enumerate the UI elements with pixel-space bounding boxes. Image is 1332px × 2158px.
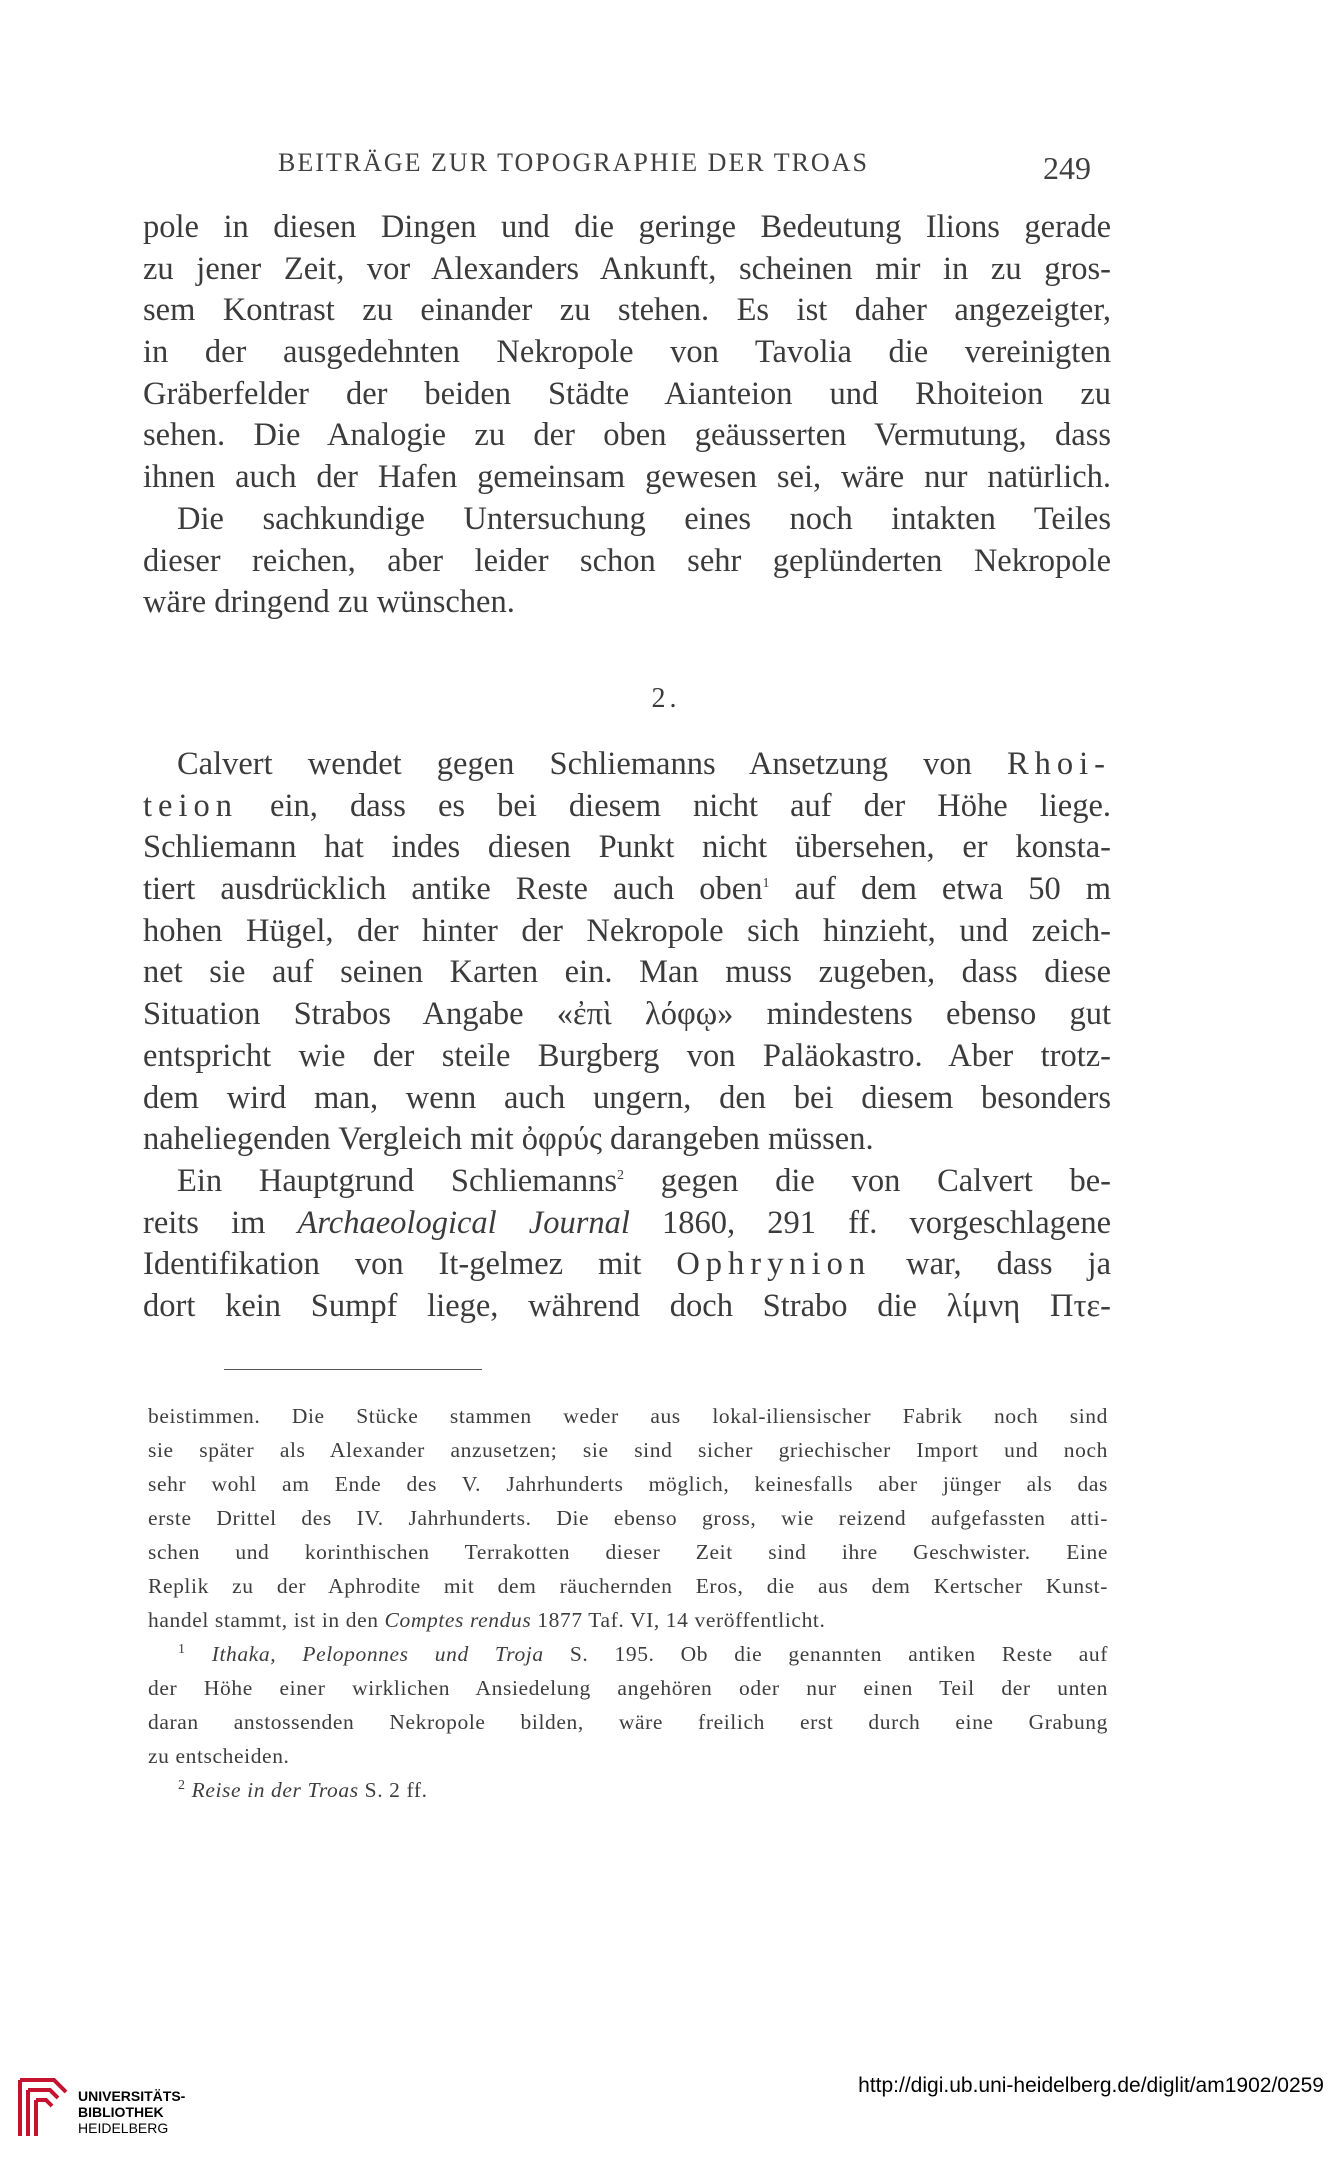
section-number: 2. [651, 683, 681, 714]
text-segment: 1877 Taf. VI, 14 veröffentlicht. [531, 1608, 826, 1632]
text-segment: Ein Hauptgrund Schliemanns [177, 1162, 617, 1199]
footnote-line: zu entscheiden. [148, 1744, 290, 1768]
text-line [143, 1161, 1111, 1203]
text-segment: tiert ausdrücklich antike Reste auch oben [143, 871, 763, 908]
body-text-top [143, 207, 1111, 624]
spaced-name-rhoiteion-cont: teion [143, 787, 238, 824]
footnote-line: sehr wohl am Ende des V. Jahrhunderts möglich, keinesfalls aber jünger als das [148, 1472, 1108, 1496]
italic-title: Ithaka, Peloponnes und Troja [185, 1642, 544, 1666]
footnote-1 [148, 1637, 1108, 1671]
footnotes [148, 1399, 1108, 1807]
text-line [143, 786, 1111, 828]
text-line: pole in diesen Dingen und die geringe Bedeutung Ilions gerade [143, 209, 1111, 245]
text-line: ihnen auch der Hafen gemeinsam gewesen sei, wäre nur natürlich. [143, 459, 1111, 496]
footnote-line [148, 1603, 1108, 1637]
page-number: 249 [1043, 150, 1091, 186]
text-line [143, 869, 1111, 911]
text-line: hohen Hügel, der hinter der Nekropole sich hinzieht, und zeich- [143, 912, 1111, 949]
text-segment: ein, dass es bei diesem nicht auf der Höhe liege. [237, 787, 1111, 824]
text-segment: S. 2 ff. [358, 1778, 428, 1802]
italic-title: Archaeological Journal [297, 1204, 630, 1241]
footnote-line: sie später als Alexander anzusetzen; sie sind sicher griechischer Import und noch [148, 1438, 1108, 1462]
text-line: dem wird man, wenn auch ungern, den bei diesem besonders [143, 1079, 1111, 1116]
text-segment: 1860, 291 ff. vorgeschlagene [629, 1204, 1111, 1241]
text-line: wäre dringend zu wünschen. [143, 584, 515, 621]
body-text-section-2 [143, 744, 1111, 1328]
text-segment: gegen die von Calvert be- [623, 1162, 1111, 1199]
text-line [143, 744, 1111, 786]
running-title: BEITRÄGE ZUR TOPOGRAPHIE DER TROAS [278, 148, 869, 177]
text-segment: S. 195. Ob die genannten antiken Reste auf [543, 1642, 1108, 1666]
footnote-ref-2[interactable]: 2 [616, 1168, 624, 1184]
library-name [78, 2088, 185, 2136]
library-logo-icon[interactable] [14, 2074, 70, 2142]
library-name-line: UNIVERSITÄTS- [78, 2088, 186, 2104]
text-segment: Calvert wendet gegen Schliemanns Ansetzung von [177, 746, 1007, 782]
text-line: Situation Strabos Angabe «ἐπὶ λόφῳ» mindestens ebenso gut [143, 996, 1111, 1033]
footnote-line: Replik zu der Aphrodite mit dem räuchernden Eros, die aus dem Kertscher Kunst- [148, 1574, 1108, 1598]
footnote-line: der Höhe einer wirklichen Ansiedelung angehören oder nur einen Teil der unten [148, 1676, 1108, 1700]
footnote-line: erste Drittel des IV. Jahrhunderts. Die ebenso gross, wie reizend aufgefassten atti- [148, 1506, 1108, 1530]
library-name-line: HEIDELBERG [78, 2120, 169, 2136]
footnote-line: daran anstossenden Nekropole bilden, wäre freilich erst durch eine Grabung [148, 1710, 1108, 1734]
text-line [143, 1203, 1111, 1245]
footnote-mark-1: 1 [178, 1641, 186, 1657]
text-segment: auf dem etwa 50 m [769, 871, 1111, 908]
text-line: Schliemann hat indes diesen Punkt nicht übersehen, er konsta- [143, 829, 1111, 866]
source-url-link[interactable]: http://digi.ub.uni-heidelberg.de/diglit/am1902/0259 [858, 2074, 1324, 2097]
footnote-line: beistimmen. Die Stücke stammen weder aus lokal-iliensischer Fabrik noch sind [148, 1404, 1108, 1428]
footnote-divider [224, 1369, 482, 1370]
text-line: sehen. Die Analogie zu der oben geäusserten Vermutung, dass [143, 417, 1111, 454]
text-line: Die sachkundige Untersuchung eines noch intakten Teiles [177, 500, 1111, 537]
spaced-name-ophrynion: Ophrynion [676, 1246, 872, 1283]
text-line: net sie auf seinen Karten ein. Man muss zugeben, dass diese [143, 954, 1111, 991]
text-line: Gräberfelder der beiden Städte Aianteion und Rhoiteion zu [143, 375, 1111, 412]
text-segment: war, dass ja [871, 1246, 1111, 1283]
footnote-mark-2: 2 [178, 1777, 186, 1793]
text-line [143, 1244, 1111, 1286]
page-header [0, 148, 1332, 188]
text-line: dieser reichen, aber leider schon sehr geplünderten Nekropole [143, 542, 1111, 579]
italic-title: Reise in der Troas [185, 1778, 359, 1802]
text-segment: Identifikation von It-gelmez mit [143, 1246, 677, 1283]
text-segment: handel stammt, ist in den [148, 1608, 385, 1632]
text-line: entspricht wie der steile Burgberg von Paläokastro. Aber trotz- [143, 1037, 1111, 1074]
text-line: dort kein Sumpf liege, während doch Strabo die λίμνη Πτε- [143, 1287, 1111, 1324]
text-line: zu jener Zeit, vor Alexanders Ankunft, scheinen mir in zu gros- [143, 250, 1111, 287]
italic-title: Comptes rendus [384, 1608, 532, 1632]
spaced-name-rhoiteion: Rhoi- [1006, 746, 1111, 782]
footnote-2 [148, 1773, 1108, 1807]
text-line: naheliegenden Vergleich mit ὀφρύς darangeben müssen. [143, 1121, 874, 1158]
footnote-line: schen und korinthischen Terrakotten dieser Zeit sind ihre Geschwister. Eine [148, 1540, 1108, 1564]
footnote-ref-1[interactable]: 1 [762, 876, 770, 892]
text-line: sem Kontrast zu einander zu stehen. Es ist daher angezeigter, [143, 292, 1111, 329]
library-footer [0, 2060, 1332, 2158]
text-line: in der ausgedehnten Nekropole von Tavolia die vereinigten [143, 334, 1111, 371]
library-name-line: BIBLIOTHEK [78, 2104, 164, 2120]
text-segment: reits im [143, 1204, 298, 1241]
